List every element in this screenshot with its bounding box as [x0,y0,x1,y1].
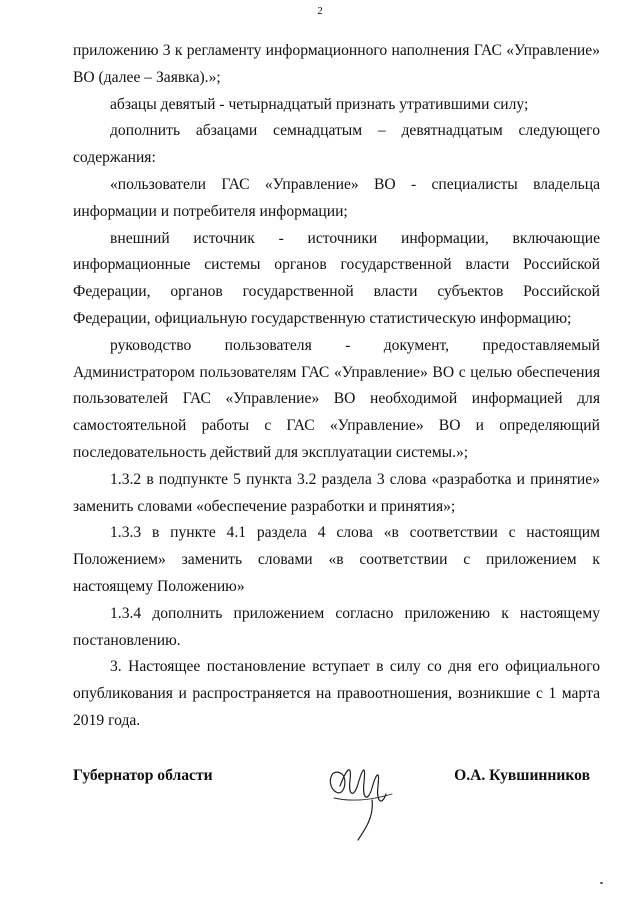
document-body [73,38,600,735]
paragraph-definition-vneshniy-istochnik: внешний источник - источники информации, включающие информационные системы органов государственной власти Российской Федерации, органов государственной власти субъектов Российской Федерации, официальную государственную статистическую информацию; [73,229,600,327]
page-number: 2 [317,5,323,17]
paragraph-item-1-3-2: 1.3.2 в подпункте 5 пункта 3.2 раздела 3 слова «разработка и принятие» заменить словами «обеспечение разработки и принятия»; [73,470,600,515]
scan-speck [600,882,603,884]
paragraph-item-1-3-4: 1.3.4 дополнить приложением согласно приложению к настоящему постановлению. [73,604,600,649]
paragraph-continuation: приложению 3 к регламенту информационного наполнения ГАС «Управление» ВО (далее – Заявка).»; [73,42,600,86]
paragraph-item-3-effective-date: 3. Настоящее постановление вступает в силу со дня его официального опубликования и распространяется на правоотношения, возникшие с 1 марта 2019 года. [73,658,600,729]
signatory-title: Губернатор области [73,767,213,784]
paragraph-item-1-3-3: 1.3.3 в пункте 4.1 раздела 4 слова «в соответствии с настоящим Положением» заменить словами «в соответствии с приложением к настоящему Положению» [73,524,600,595]
paragraph-definition-rukovodstvo: руководство пользователя - документ, предоставляемый Администратором пользователям ГАС «Управление» ВО с целью обеспечения пользователей ГАС «Управление» ВО необходимой информацией для самостоятельной работы с ГАС «Управление» ВО и определяющий последовательность действий для эксплуатации системы.»; [73,336,600,461]
handwritten-signature [312,740,412,850]
paragraph-abzacy-utratili-silu: абзацы девятый - четырнадцатый признать утратившими силу; [110,95,529,113]
signatory-name: О.А. Кувшинников [454,767,590,784]
paragraph-dopolnit-abzacami: дополнить абзацами семнадцатым – девятнадцатым следующего содержания: [73,122,600,167]
paragraph-definition-polzovateli: «пользователи ГАС «Управление» ВО - специалисты владельца информации и потребителя информации; [73,175,600,220]
